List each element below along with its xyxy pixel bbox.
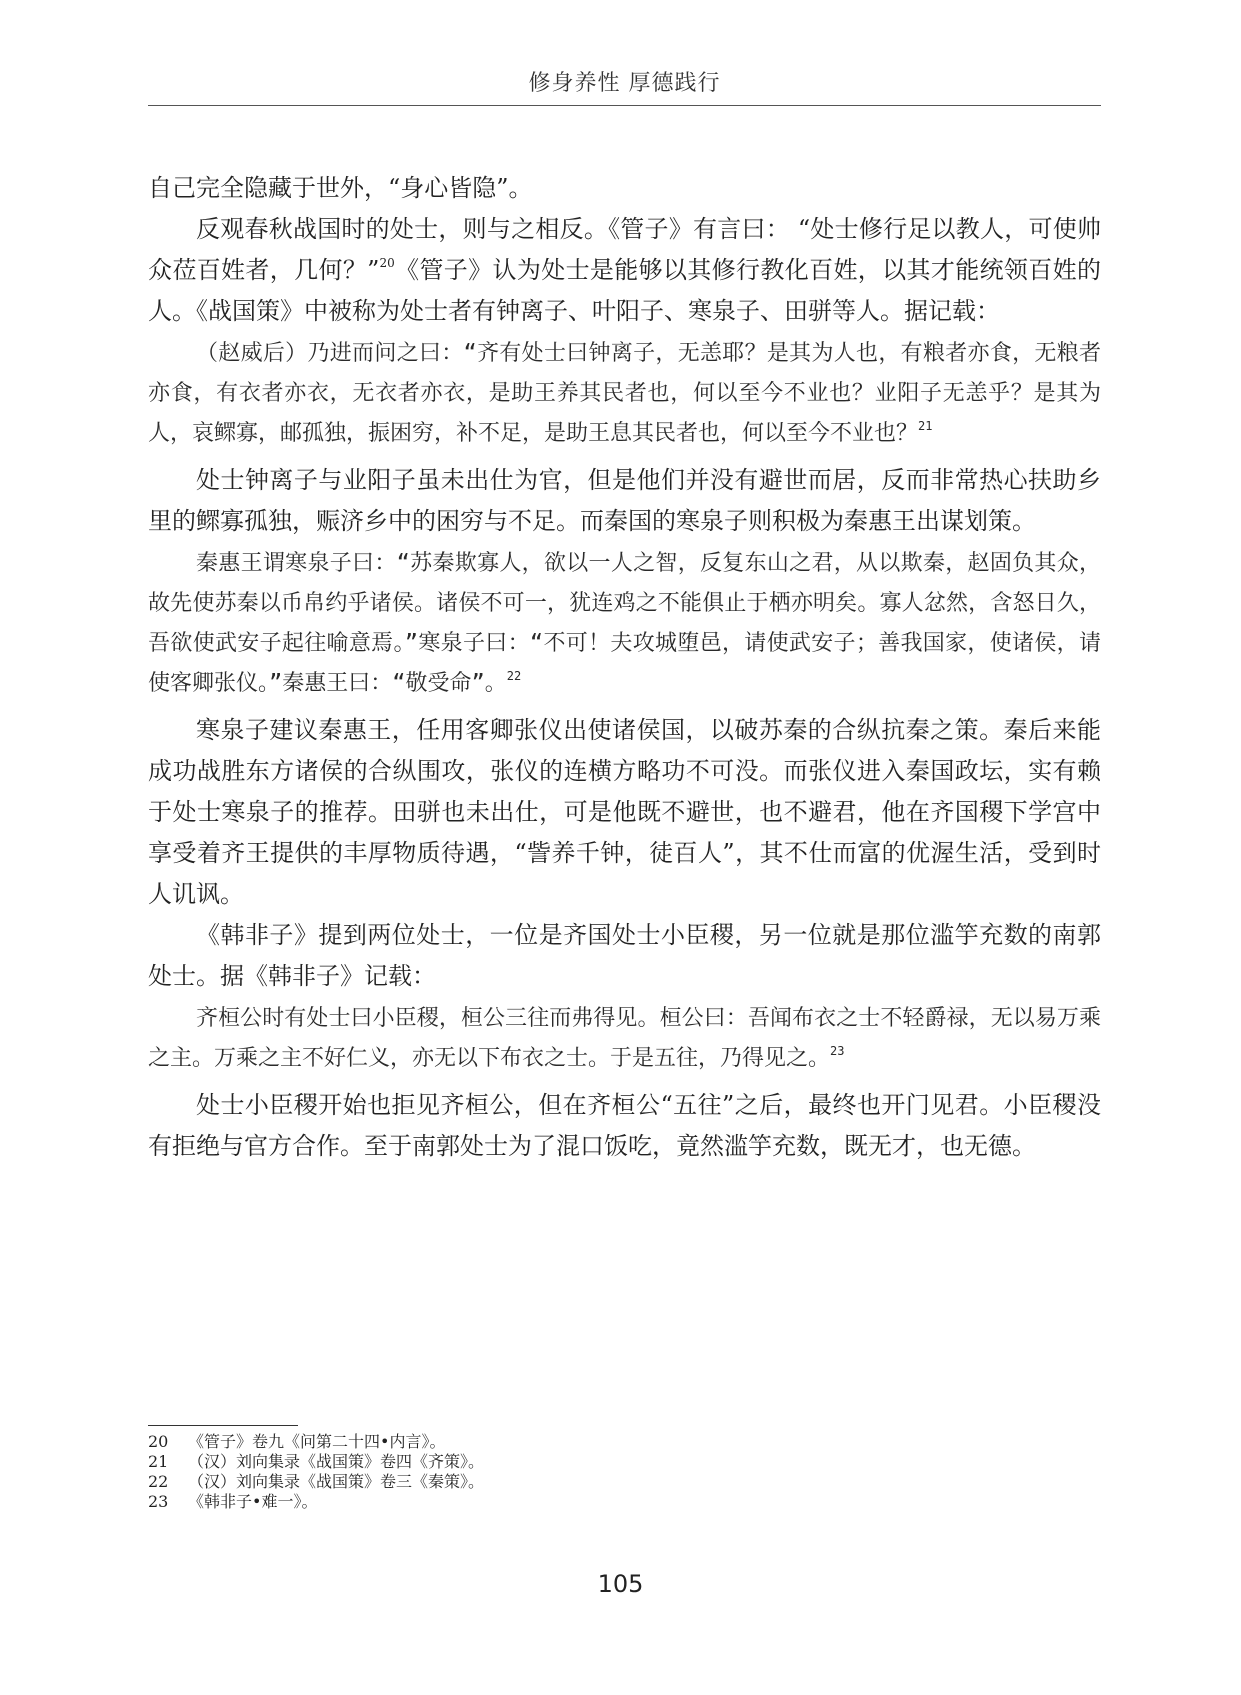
footnote-23: 23 《韩非子•难一》。 xyxy=(148,1492,318,1511)
running-header: 修身养性 厚德践行 xyxy=(528,71,721,96)
paragraph-6: 处士小臣稷开始也拒见齐桓公，但在齐桓公“五往”之后，最终也开门见君。小臣稷没有拒绝与官方合作。至于南郭处士为了混口饭吃，竟然滥竽充数，既无才，也无德。 xyxy=(148,1091,1101,1160)
footnote-ref-22: 22 xyxy=(506,668,522,683)
paragraph-4: 寒泉子建议秦惠王，任用客卿张仪出使诸侯国，以破苏秦的合纵抗秦之策。秦后来能成功战胜东方诸侯的合纵围攻，张仪的连横方略功不可没。而张仪进入秦国政坛，实有赖于处士寒泉子的推荐。田骈也未出仕，可是他既不避世，也不避君，他在齐国稷下学宫中享受着齐王提供的丰厚物质待遇，“訾养千钟，徒百人”，其不仕而富的优渥生活，受到时人讥讽。 xyxy=(148,716,1101,908)
body-text xyxy=(148,168,1101,1167)
footnote-rule xyxy=(148,1425,298,1426)
footnote-ref-23: 23 xyxy=(830,1043,845,1058)
footnote-22: 22 （汉）刘向集录《战国策》卷三《秦策》。 xyxy=(148,1472,485,1491)
paragraph-3: 处士钟离子与业阳子虽未出仕为官，但是他们并没有避世而居，反而非常热心扶助乡里的鳏寡孤独，赈济乡中的困穷与不足。而秦国的寒泉子则积极为秦惠王出谋划策。 xyxy=(148,466,1101,535)
footnote-ref-20: 20 xyxy=(379,256,395,270)
paragraph-5: 《韩非子》提到两位处士，一位是齐国处士小臣稷，另一位就是那位滥竽充数的南郭处士。据《韩非子》记载： xyxy=(148,921,1101,990)
page-number: 105 xyxy=(597,1570,644,1598)
header-rule xyxy=(148,105,1101,106)
quote-block-3: 齐桓公时有处士曰小臣稷，桓公三往而弗得见。桓公曰：吾闻布衣之士不轻爵禄，无以易万乘之主。万乘之主不好仁义，亦无以下布衣之士。于是五往，乃得见之。$^{23}$ xyxy=(148,1006,1101,1071)
paragraph-2: 反观春秋战国时的处士，则与之相反。《管子》有言曰： “处士修行足以教人，可使帅众莅百姓者，几何？”$^{20}$《管子》认为处士是能够以其修行教化百姓，以其才能统领百姓的人。《战国策》中被称为处士者有钟离子、叶阳子、寒泉子、田骈等人。据记载： xyxy=(148,215,1101,325)
footnote-20: 20 《管子》卷九《问第二十四•内言》。 xyxy=(148,1432,446,1451)
footnotes xyxy=(148,1432,1101,1512)
quote-block-1: （赵威后）乃进而问之曰：“齐有处士曰钟离子，无恙耶？是其为人也，有粮者亦食，无粮者亦食，有衣者亦衣，无衣者亦衣，是助王养其民者也，何以至今不业也？业阳子无恙乎？是其为人，哀鳏寡，邮孤独，振困穷，补不足，是助王息其民者也，何以至今不业也？$^{21}$ xyxy=(148,341,1101,446)
footnote-21: 21 （汉）刘向集录《战国策》卷四《齐策》。 xyxy=(148,1452,485,1471)
quote-block-2: 秦惠王谓寒泉子曰：“苏秦欺寡人，欲以一人之智，反复东山之君，从以欺秦，赵固负其众，故先使苏秦以币帛约乎诸侯。诸侯不可一，犹连鸡之不能俱止于栖亦明矣。寡人忿然，含怒日久，吾欲使武安子起往喻意焉。”寒泉子曰：“不可！夫攻城堕邑，请使武安子；善我国家，使诸侯，请使客卿张仪。”秦惠王曰：“敬受命”。$^{22}$ xyxy=(148,551,1101,696)
footnote-ref-21: 21 xyxy=(918,418,933,433)
paragraph-1: 自己完全隐藏于世外，“身心皆隐”。 xyxy=(148,174,533,202)
